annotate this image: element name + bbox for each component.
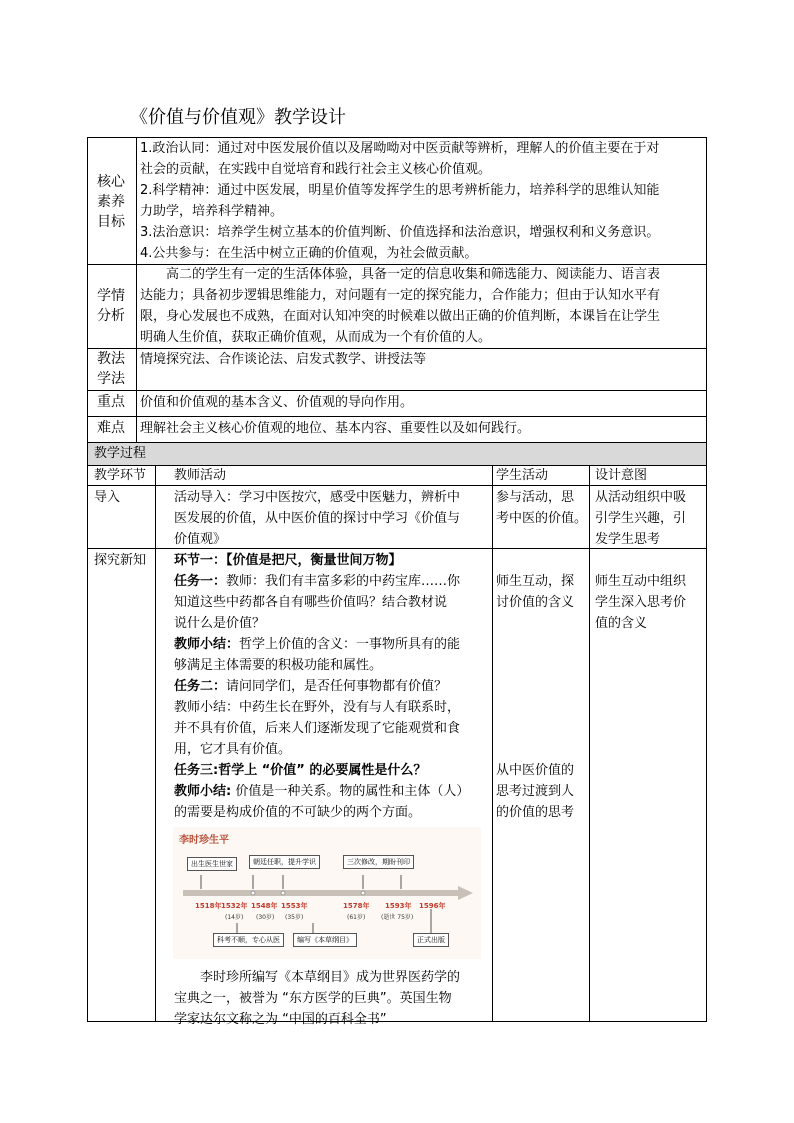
label-line: 教法 [97, 351, 125, 367]
section-title: 环节一：【价值是把尺，衡量世间万物】 [174, 553, 402, 568]
intro-teacher [174, 487, 490, 550]
intro-stage: 导入 [94, 490, 121, 505]
label-line: 分析 [97, 308, 125, 324]
intro-intent-line: 引学生兴趣，引 [595, 511, 687, 526]
explore-stage: 探究新知 [94, 553, 147, 568]
summary1-line: 哲学上价值的含义：一事物所具有的能 [239, 637, 461, 652]
timeline-year: 1548年 [251, 902, 278, 910]
intro-student-line: 参与活动，思 [496, 490, 575, 505]
task1-line: 知道这些中药都各自有哪些价值吗？结合教材说 [174, 595, 448, 610]
label-line: 目标 [97, 214, 125, 230]
timeline-year: 1578年 [343, 902, 370, 910]
timeline-year: 1596年 [419, 902, 446, 910]
timeline-age: (35岁) [285, 914, 304, 921]
li-shizhen-timeline-image [173, 827, 481, 959]
explore-intent-1 [595, 571, 686, 634]
core-line: 2.科学精神：通过中医发展，明星价值等发挥学生的思考辨析能力，培养科学的思维认知能 [140, 183, 660, 198]
task1-line: 教师：我们有丰富多彩的中药宝库……你 [226, 574, 461, 589]
intent1-line: 学生深入思考价 [595, 595, 687, 610]
label-line: 学情 [97, 288, 125, 304]
core-label [96, 172, 126, 232]
explore-student-2 [496, 760, 574, 823]
after-line: 宝典之一，被誉为 “东方医学的巨典”。英国生物 [174, 991, 452, 1006]
label-line: 核心 [97, 174, 125, 190]
task3-label: 任务三: [174, 763, 219, 778]
label-line: 学法 [97, 371, 125, 387]
summary3 [174, 781, 490, 802]
timeline-box: 出生医生世家 [187, 857, 237, 871]
task3-text: 哲学上 “价值” 的必要属性是什么？ [218, 763, 427, 778]
col-stage: 教学环节 [94, 468, 147, 483]
summary2-line: 用，它才具有价值。 [174, 742, 292, 757]
task3 [174, 760, 490, 781]
analysis-line: 限，身心发展也不成熟，在面对认知冲突的时候难以做出正确的价值判断，本课旨在让学生 [140, 309, 661, 324]
analysis-line: 达能力；具备初步逻辑思维能力，对问题有一定的探究能力，合作能力；但由于认知水平有 [140, 288, 661, 303]
intro-teacher-line: 价值观》 [174, 532, 227, 547]
timeline-box: 朝廷任职，提升学识 [249, 855, 320, 869]
timeline-age: (逝世 75岁) [381, 914, 414, 921]
student2-line: 从中医价值的 [496, 763, 575, 778]
task1 [174, 571, 490, 592]
core-line: 社会的贡献，在实践中自觉培育和践行社会主义核心价值观。 [140, 162, 492, 177]
methods-label [96, 349, 126, 389]
timeline-age: (14岁) [225, 914, 244, 921]
difficult-text: 理解社会主义核心价值观的地位、基本内容、重要性以及如何践行。 [140, 421, 531, 436]
col-intent: 设计意图 [595, 468, 648, 483]
summary1 [174, 634, 490, 655]
summary3-label: 教师小结: [174, 784, 232, 799]
core-line: 4.公共参与：在生活中树立正确的价值观，为社会做贡献。 [140, 246, 478, 261]
student1-line: 师生互动，探 [496, 574, 575, 589]
analysis-text [140, 264, 708, 348]
analysis-label [96, 286, 126, 326]
after-line: 李时珍所编写《本草纲目》成为世界医药学的 [200, 970, 461, 985]
process-header: 教学过程 [94, 446, 147, 461]
analysis-line: 明确人生价值，获取正确价值观，从而成为一个有价值的人。 [140, 330, 492, 345]
task2-label: 任务二： [174, 679, 227, 694]
timeline-year: 1553年 [281, 902, 308, 910]
document-title: 《价值与价值观》教学设计 [130, 107, 346, 128]
intro-teacher-line: 活动导入：学习中医按穴，感受中医魅力，辨析中 [174, 490, 461, 505]
task2-text: 请问同学们，是否任何事物都有价值？ [226, 679, 448, 694]
timeline-box: 三次修改，期盼刊印 [343, 855, 414, 869]
summary1-line: 够满足主体需要的积极功能和属性。 [174, 658, 383, 673]
intro-intent [595, 487, 686, 550]
intro-student-line: 考中医的价值。 [496, 511, 588, 526]
student2-line: 的价值的思考 [496, 805, 575, 820]
explore-after-text [174, 967, 490, 1030]
summary2-line: 并不具有价值，后来人们逐渐发现了它能观赏和食 [174, 721, 461, 736]
timeline-age: (30岁) [256, 914, 275, 921]
key-text: 价值和价值观的基本含义、价值观的导向作用。 [140, 395, 414, 410]
timeline-box: 正式出版 [413, 933, 449, 947]
timeline-year: 1593年 [385, 902, 412, 910]
intent1-line: 值的含义 [595, 616, 648, 631]
timeline-box: 科考不顺，专心从医 [213, 933, 284, 947]
intro-teacher-line: 医发展的价值，从中医价值的探讨中学习《价值与 [174, 511, 461, 526]
core-goals-text [140, 138, 708, 264]
col-teacher: 教师活动 [174, 468, 227, 483]
timeline-year: 1532年 [221, 902, 248, 910]
intro-intent-line: 从活动组织中吸 [595, 490, 687, 505]
summary-table [87, 137, 707, 443]
summary3-line: 的需要是构成价值的不可缺少的两个方面。 [174, 805, 422, 820]
intent1-line: 师生互动中组织 [595, 574, 687, 589]
analysis-line: 高二的学生有一定的生活体体验，具备一定的信息收集和筛选能力、阅读能力、语言表 [166, 267, 661, 282]
summary2-line: 教师小结：中药生长在野外，没有与人有联系时， [174, 700, 461, 715]
process-header-bg [88, 443, 706, 465]
key-label: 重点 [97, 394, 125, 410]
task1-label: 任务一： [174, 574, 227, 589]
timeline-year: 1518年 [195, 902, 222, 910]
timeline-title: 李时珍生平 [179, 835, 229, 846]
timeline-box: 编写《本草纲目》 [293, 933, 357, 947]
intro-intent-line: 发学生思考 [595, 532, 661, 547]
task2 [174, 676, 490, 697]
after-line: 学家达尔文称之为 “中国的百科全书” [174, 1012, 387, 1027]
summary3-line: 价值是一种关系。物的属性和主体（人） [231, 784, 470, 799]
col-student: 学生活动 [496, 468, 549, 483]
intro-student [496, 487, 587, 529]
summary1-label: 教师小结： [174, 637, 240, 652]
core-line: 1.政治认同：通过对中医发展价值以及屠呦呦对中医贡献等辨析，理解人的价值主要在于对 [140, 141, 660, 156]
methods-text: 情境探究法、合作谈论法、启发式教学、讲授法等 [140, 352, 427, 367]
core-line: 3.法治意识：培养学生树立基本的价值判断、价值选择和法治意识，增强权利和义务意识。 [140, 225, 660, 240]
difficult-label: 难点 [97, 420, 125, 436]
explore-teacher [174, 550, 490, 823]
timeline-age: (61岁) [347, 914, 366, 921]
label-line: 素养 [97, 194, 125, 210]
core-line: 力助学，培养科学精神。 [140, 204, 284, 219]
task1-line: 说什么是价值？ [174, 616, 266, 631]
student2-line: 思考过渡到人 [496, 784, 575, 799]
student1-line: 讨价值的含义 [496, 595, 575, 610]
explore-student-1 [496, 571, 574, 613]
